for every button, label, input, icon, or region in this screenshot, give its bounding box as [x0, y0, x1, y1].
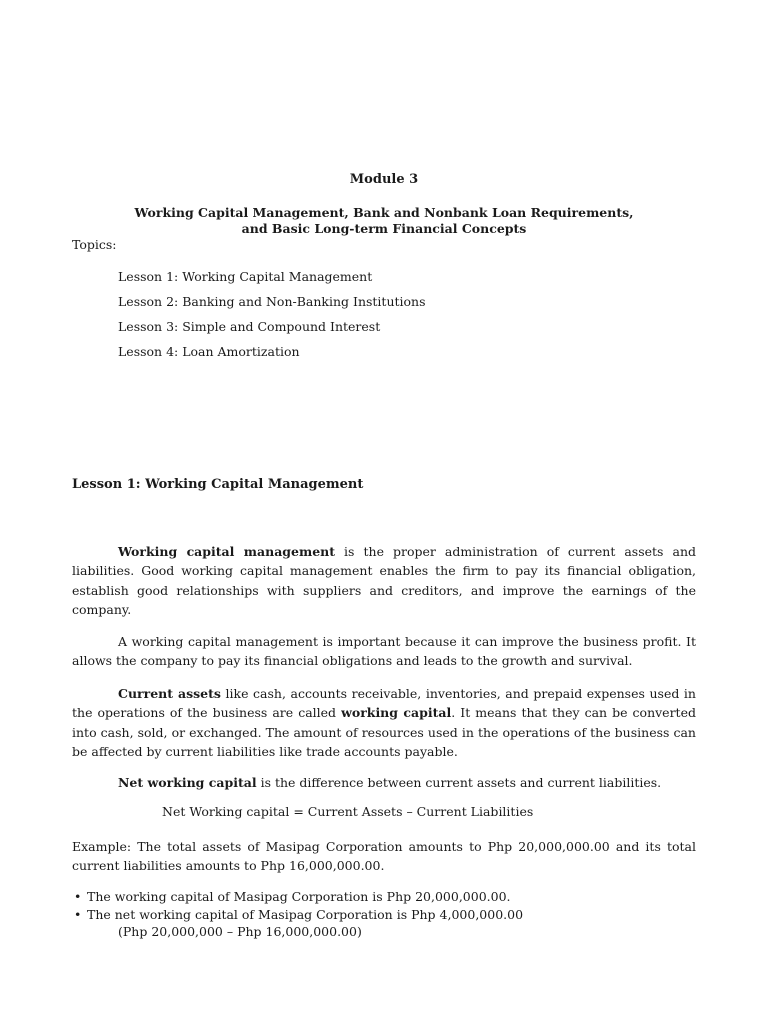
term-working-capital-management: Working capital management	[118, 544, 336, 559]
topic-lesson-1: Lesson 1: Working Capital Management	[118, 269, 373, 284]
topic-lesson-3: Lesson 3: Simple and Compound Interest	[118, 319, 381, 334]
list-item-text: The net working capital of Masipag Corporation is Php 4,000,000.00	[87, 906, 524, 922]
module-subtitle-line-1: Working Capital Management, Bank and Nonbank Loan Requirements,	[134, 205, 634, 220]
paragraph-text: is the proper administration of current assets and liabilities. Good working capital management enables the firm to pay its financial obligation, establish good relationships with suppliers and creditors, and improve the earnings of the company.	[72, 544, 696, 617]
paragraph-text: like cash, accounts receivable, inventories, and prepaid expenses used in the operations of the business are called	[72, 686, 696, 721]
term-current-assets: Current assets	[118, 686, 221, 701]
bullet-icon: •	[74, 906, 82, 922]
term-net-working-capital: Net working capital	[118, 775, 257, 790]
bullet-icon: •	[74, 889, 82, 904]
module-title: Module 3	[349, 172, 419, 187]
list-item-subtext: (Php 20,000,000 – Php 16,000,000.00)	[118, 924, 362, 939]
topics-label: Topics:	[72, 237, 117, 252]
paragraph-net-working-capital	[72, 773, 696, 792]
bullet-list	[74, 888, 694, 941]
paragraph-current-assets	[72, 684, 696, 761]
paragraph-importance: A working capital management is important because it can improve the business profit. It allows the company to pay its financial obligations and leads to the growth and survival.	[72, 634, 696, 669]
list-item	[74, 888, 694, 906]
lesson-1-heading: Lesson 1: Working Capital Management	[72, 477, 364, 492]
paragraph-working-capital-management	[72, 542, 696, 619]
module-subtitle-line-2: and Basic Long-term Financial Concepts	[241, 221, 527, 236]
paragraph-text: . It means that they can be converted into cash, sold, or exchanged. The amount of resources used in the operations of the business can be affected by current liabilities like trade accounts payable.	[72, 705, 696, 759]
list-item-text: The working capital of Masipag Corporation is Php 20,000,000.00.	[87, 889, 511, 904]
list-item	[74, 906, 694, 924]
paragraph-text: is the difference between current assets and current liabilities.	[256, 775, 662, 790]
topic-lesson-2: Lesson 2: Banking and Non-Banking Institutions	[118, 294, 426, 309]
term-working-capital: working capital	[341, 705, 452, 721]
formula-net-working-capital: Net Working capital = Current Assets – Current Liabilities	[162, 804, 534, 819]
topic-lesson-4: Lesson 4: Loan Amortization	[118, 344, 300, 359]
example-paragraph: Example: The total assets of Masipag Corporation amounts to Php 20,000,000.00 and its total current liabilities amounts to Php 16,000,000.00.	[72, 839, 696, 874]
